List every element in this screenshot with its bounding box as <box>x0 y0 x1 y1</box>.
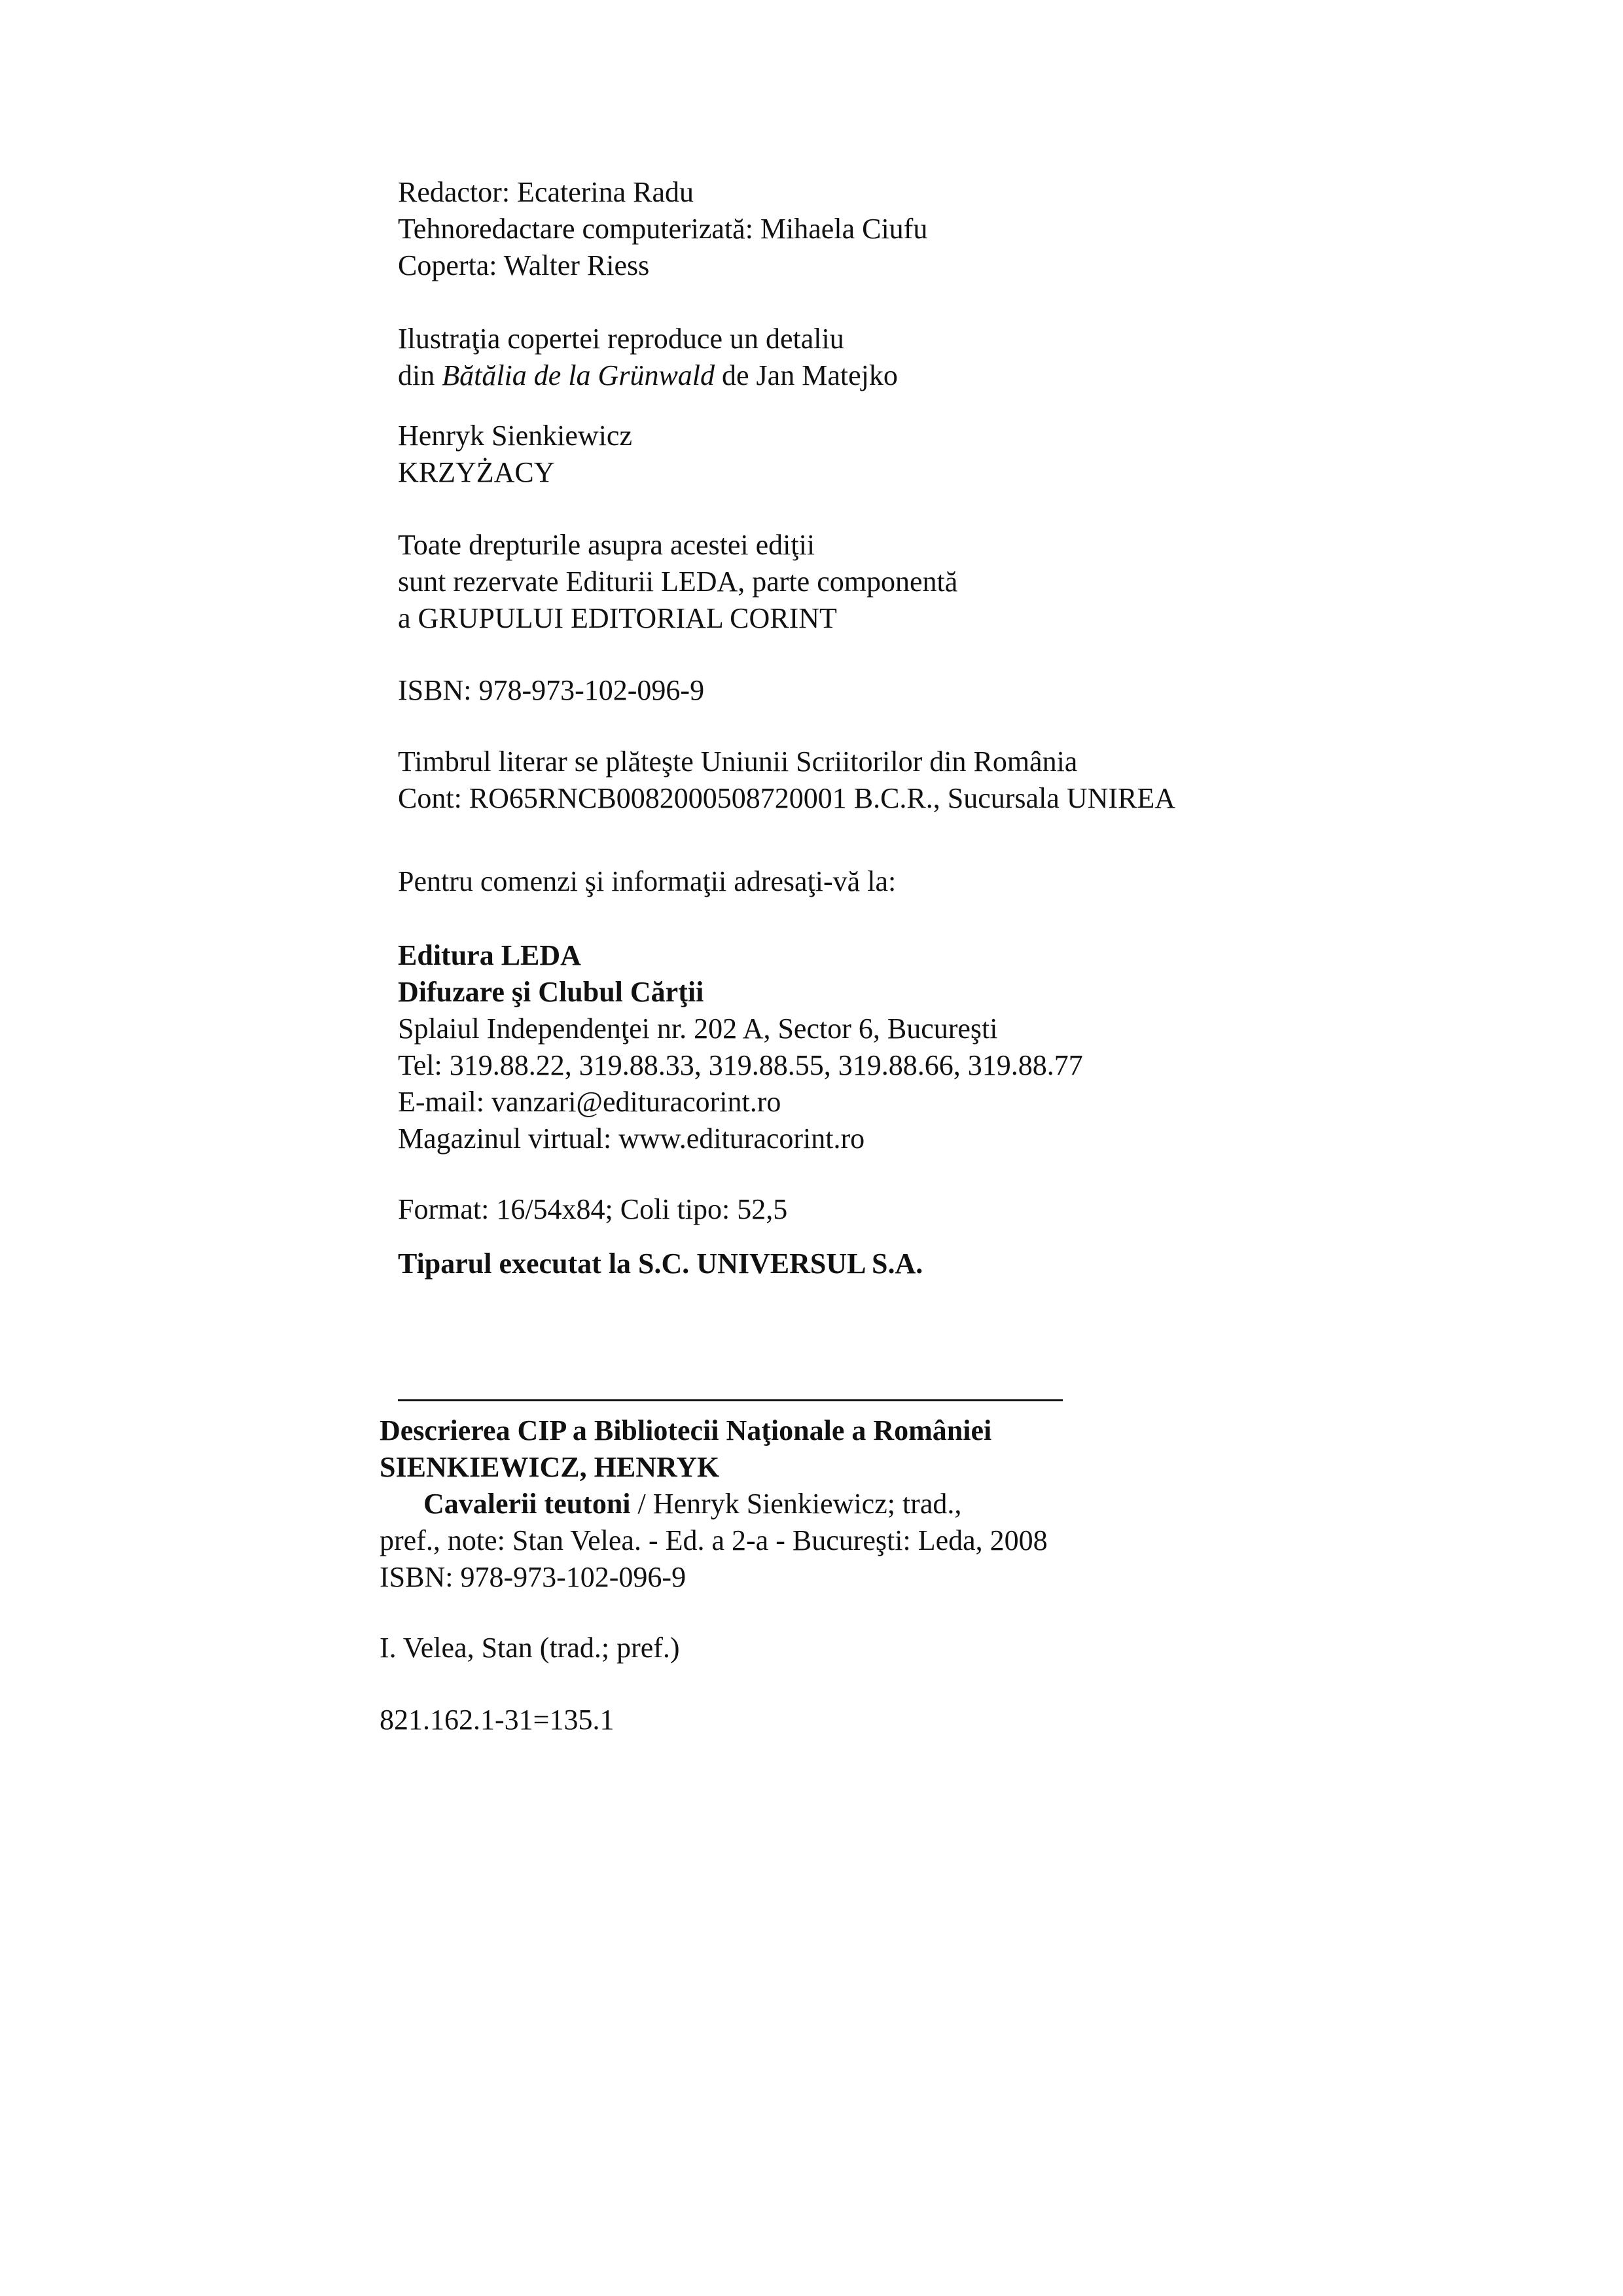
format-block <box>398 1191 787 1228</box>
credits-block <box>398 174 927 284</box>
rights-line-2: sunt rezervate Editurii LEDA, parte componentă <box>398 565 958 598</box>
cover-line: Coperta: Walter Riess <box>398 249 650 281</box>
cip-isbn: ISBN: 978-973-102-096-9 <box>380 1561 687 1593</box>
original-author: Henryk Sienkiewicz <box>398 420 632 452</box>
publisher-phone: Tel: 319.88.22, 319.88.33, 319.88.55, 319.88.66, 319.88.77 <box>398 1049 1083 1081</box>
stamp-line-2: Cont: RO65RNCB0082000508720001 B.C.R., Sucursala UNIREA <box>398 782 1176 814</box>
rights-line-3: a GRUPULUI EDITORIAL CORINT <box>398 602 837 634</box>
orders-intro: Pentru comenzi şi informaţii adresaţi-vă la: <box>398 865 897 897</box>
stamp-line-1: Timbrul literar se plăteşte Uniunii Scriitorilor din România <box>398 745 1078 778</box>
cip-author: SIENKIEWICZ, HENRYK <box>380 1451 720 1483</box>
original-title-block <box>398 418 632 491</box>
painting-title: Bătălia de la Grünwald <box>442 359 715 391</box>
rights-line-1: Toate drepturile asupra acestei ediţii <box>398 529 815 561</box>
cip-title: Cavalerii teutoni <box>423 1488 631 1520</box>
cip-title-line <box>380 1486 1048 1522</box>
original-title: KRZYŻACY <box>398 456 555 488</box>
isbn-line: ISBN: 978-973-102-096-9 <box>398 674 705 706</box>
cip-udc-block <box>380 1702 614 1738</box>
typesetting-line: Tehnoredactare computerizată: Mihaela Ciufu <box>398 213 928 245</box>
redactor-line: Redactor: Ecaterina Radu <box>398 176 694 208</box>
cip-block <box>380 1412 1048 1596</box>
illustration-suffix: de Jan Matejko <box>715 359 898 391</box>
rights-block <box>398 527 957 637</box>
printer-line: Tiparul executat la S.C. UNIVERSUL S.A. <box>398 1247 923 1280</box>
cip-contributors-block <box>380 1630 680 1666</box>
cip-contributors: I. Velea, Stan (trad.; pref.) <box>380 1632 680 1664</box>
cip-edition-line: pref., note: Stan Velea. - Ed. a 2-a - Bucureşti: Leda, 2008 <box>380 1524 1048 1556</box>
publisher-shop: Magazinul virtual: www.edituracorint.ro <box>398 1122 865 1155</box>
cip-udc: 821.162.1-31=135.1 <box>380 1704 615 1736</box>
illustration-prefix: din <box>398 359 442 391</box>
literary-stamp-block <box>398 744 1175 817</box>
printer-block <box>398 1246 923 1282</box>
cip-heading: Descrierea CIP a Bibliotecii Naţionale a României <box>380 1414 992 1446</box>
format-line: Format: 16/54x84; Coli tipo: 52,5 <box>398 1193 788 1225</box>
publisher-division: Difuzare şi Clubul Cărţii <box>398 976 704 1008</box>
illustration-block <box>398 321 898 394</box>
publisher-name: Editura LEDA <box>398 939 581 971</box>
publisher-email: E-mail: vanzari@edituracorint.ro <box>398 1086 781 1118</box>
illustration-line-2 <box>398 357 898 394</box>
cip-title-rest: / Henryk Sienkiewicz; trad., <box>630 1488 962 1520</box>
cip-divider <box>398 1399 1063 1401</box>
publisher-address: Splaiul Independenţei nr. 202 A, Sector 6, Bucureşti <box>398 1013 998 1045</box>
isbn-block <box>398 672 704 709</box>
publisher-contact-block <box>398 937 1083 1157</box>
orders-intro-block <box>398 863 896 900</box>
illustration-line-1: Ilustraţia copertei reproduce un detaliu <box>398 323 844 355</box>
